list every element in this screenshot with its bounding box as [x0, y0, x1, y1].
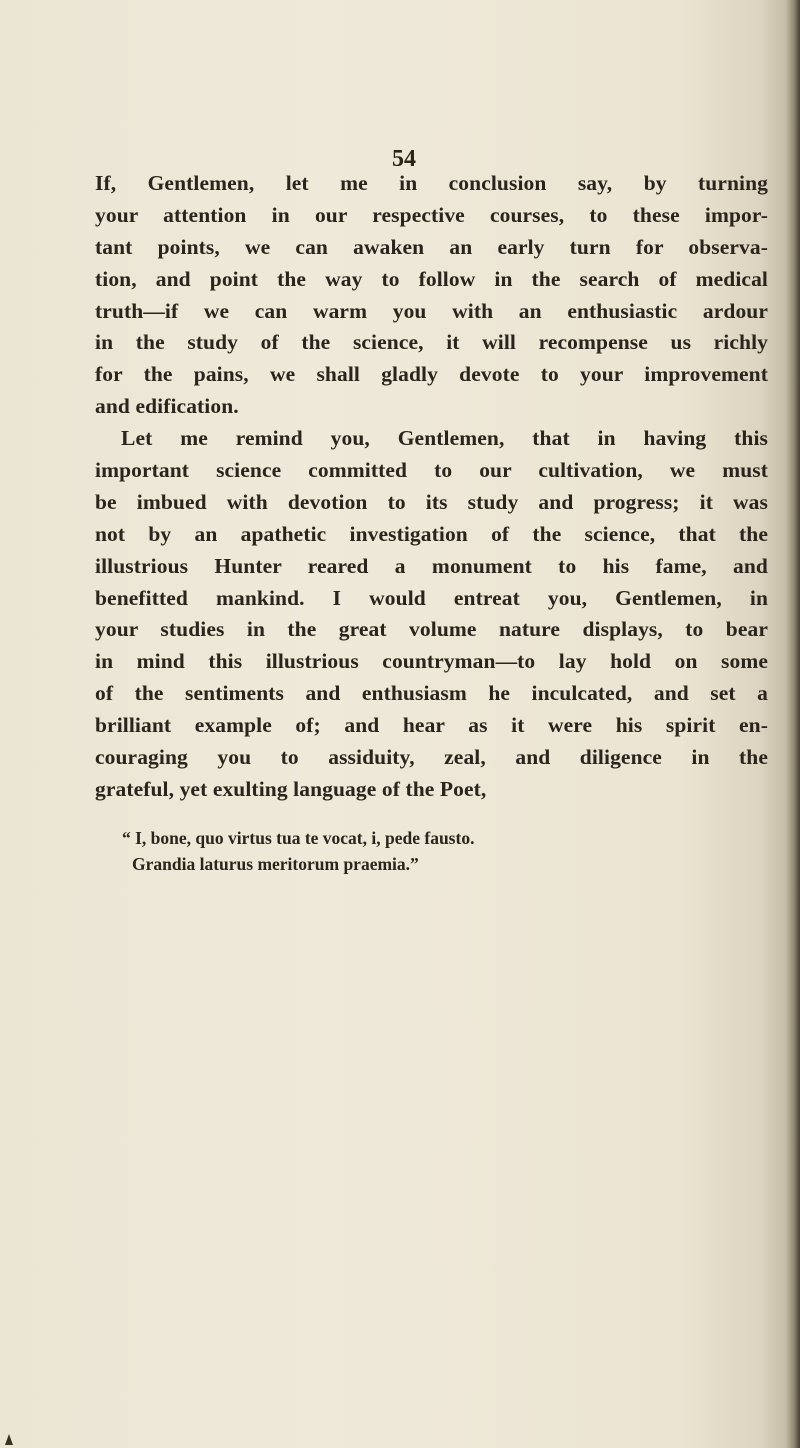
ink-mark-icon	[4, 1432, 14, 1446]
text-line: of the sentiments and enthusiasm he inculcated, and set a	[95, 681, 768, 706]
text-line: for the pains, we shall gladly devote to your improvement	[95, 362, 768, 387]
text-line: Let me remind you, Gentlemen, that in having this	[121, 426, 768, 451]
text-line: benefitted mankind. I would entreat you, Gentlemen, in	[95, 585, 768, 610]
text-line: be imbued with devotion to its study and progress; it was	[95, 489, 768, 514]
text-line: in the study of the science, it will recompense us richly	[95, 330, 768, 355]
text-line: illustrious Hunter reared a monument to his fame, and	[95, 553, 768, 578]
text-line: If, Gentlemen, let me in conclusion say, by turning	[95, 171, 768, 195]
text-line: your attention in our respective courses, to these impor-	[95, 202, 768, 227]
quote-line: “ I, bone, quo virtus tua te vocat, i, pede fausto.	[122, 828, 475, 848]
text-line: not by an apathetic investigation of the science, that the	[95, 521, 768, 546]
body-text	[95, 168, 768, 806]
text-line: truth—if we can warm you with an enthusiastic ardour	[95, 298, 768, 323]
text-line: grateful, yet exulting language of the Poet,	[95, 776, 487, 801]
text-line: and edification.	[95, 394, 239, 419]
page-edge-shadow	[786, 0, 800, 1448]
latin-quotation	[122, 825, 762, 877]
text-line: couraging you to assiduity, zeal, and diligence in the	[95, 745, 768, 770]
page-number: 54	[392, 146, 416, 172]
text-line: tion, and point the way to follow in the search of medical	[95, 266, 768, 291]
quote-line: Grandia laturus meritorum praemia.”	[132, 854, 419, 874]
text-line: important science committed to our cultivation, we must	[95, 458, 768, 483]
text-line: your studies in the great volume nature displays, to bear	[95, 617, 768, 642]
text-line: tant points, we can awaken an early turn for observa-	[95, 234, 768, 259]
text-line: brilliant example of; and hear as it were his spirit en-	[95, 713, 768, 738]
text-line: in mind this illustrious countryman—to lay hold on some	[95, 649, 768, 674]
